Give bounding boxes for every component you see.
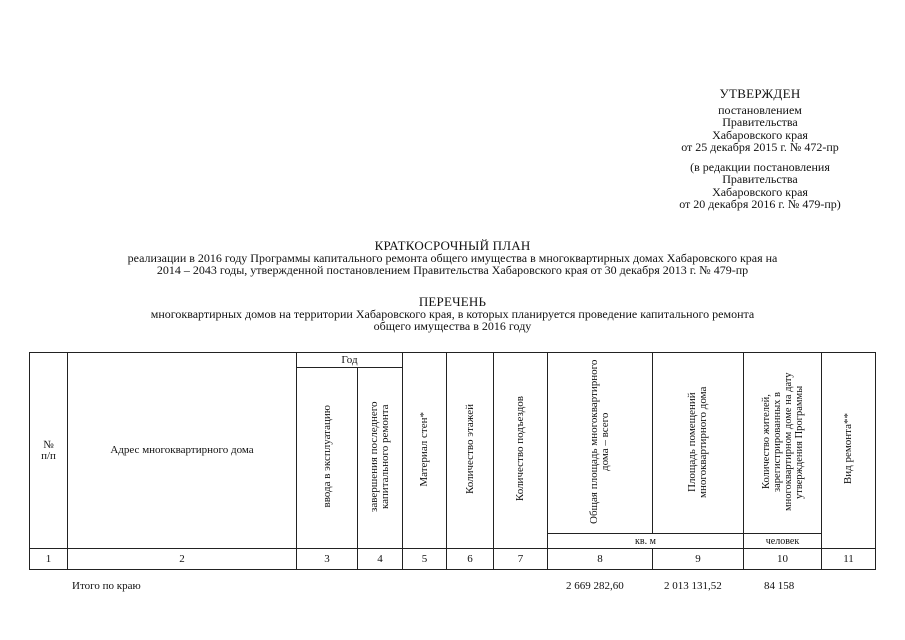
header-year-group: Год xyxy=(297,353,403,368)
list-subtitle: общего имущества в 2016 году xyxy=(373,319,532,333)
housing-table xyxy=(29,352,876,570)
plan-subtitle: реализации в 2016 году Программы капитального ремонта общего имущества в многоквартирных домах Хабаровского края на xyxy=(127,251,778,265)
list-title: ПЕРЕЧЕНЬ xyxy=(418,294,487,309)
list-header xyxy=(30,296,875,332)
approval-line: постановлением xyxy=(718,102,802,117)
col-number: 1 xyxy=(30,549,68,570)
total-row xyxy=(0,578,905,594)
header-year-last-repair: завершения последнего капитального ремонта xyxy=(358,368,403,549)
header-repair-type: Вид ремонта** xyxy=(822,353,876,549)
unit-people: человек xyxy=(744,534,822,549)
col-number: 11 xyxy=(822,549,876,570)
approval-line: Хабаровского края xyxy=(712,127,808,142)
table-header-row xyxy=(30,353,876,368)
approval-line: от 25 декабря 2015 г. № 472-пр xyxy=(681,140,839,154)
plan-header xyxy=(30,240,875,276)
unit-area: кв. м xyxy=(548,534,744,549)
header-wall-material: Материал стен* xyxy=(403,353,447,549)
col-number: 6 xyxy=(447,549,494,570)
header-premises-area: Площадь помещений многоквартирного дома xyxy=(653,353,744,534)
col-number: 4 xyxy=(358,549,403,570)
total-premises-value: 2 013 131,52 xyxy=(664,580,722,592)
header-entrances: Количество подъездов xyxy=(494,353,548,549)
total-area-value: 2 669 282,60 xyxy=(566,580,624,592)
plan-title: КРАТКОСРОЧНЫЙ ПЛАН xyxy=(374,238,531,253)
col-number: 3 xyxy=(297,549,358,570)
list-subtitle: многоквартирных домов на территории Хабаровского края, в которых планируется проведение капитального ремонта xyxy=(150,307,755,321)
col-number: 2 xyxy=(68,549,297,570)
col-number: 10 xyxy=(744,549,822,570)
header-residents: Количество жителей, зарегистрированных в многоквартирном доме на дату утверждения Программы xyxy=(744,353,822,534)
header-total-area: Общая площадь многоквартирного дома – всего xyxy=(548,353,653,534)
total-residents-value: 84 158 xyxy=(764,580,795,592)
table-number-row xyxy=(30,549,876,570)
plan-subtitle: 2014 – 2043 годы, утвержденной постановлением Правительства Хабаровского края от 30 декабря 2013 г. № 479-пр xyxy=(156,263,749,277)
col-number: 9 xyxy=(653,549,744,570)
header-address: Адрес многоквартирного дома xyxy=(68,353,297,549)
approval-stamp xyxy=(600,88,905,211)
col-number: 8 xyxy=(548,549,653,570)
edition-line: Правительства xyxy=(722,172,798,186)
approval-heading: УТВЕРЖДЕН xyxy=(719,86,801,101)
col-number: 5 xyxy=(403,549,447,570)
header-year-commission: ввода в эксплуатацию xyxy=(297,368,358,549)
edition-line: (в редакции постановления xyxy=(690,159,830,174)
approval-line: Правительства xyxy=(722,115,798,129)
header-num: № п/п xyxy=(30,353,68,549)
col-number: 7 xyxy=(494,549,548,570)
edition-line: от 20 декабря 2016 г. № 479-пр) xyxy=(679,197,841,211)
total-label: Итого по краю xyxy=(72,580,141,592)
header-floors: Количество этажей xyxy=(447,353,494,549)
edition-line: Хабаровского края xyxy=(712,184,808,199)
